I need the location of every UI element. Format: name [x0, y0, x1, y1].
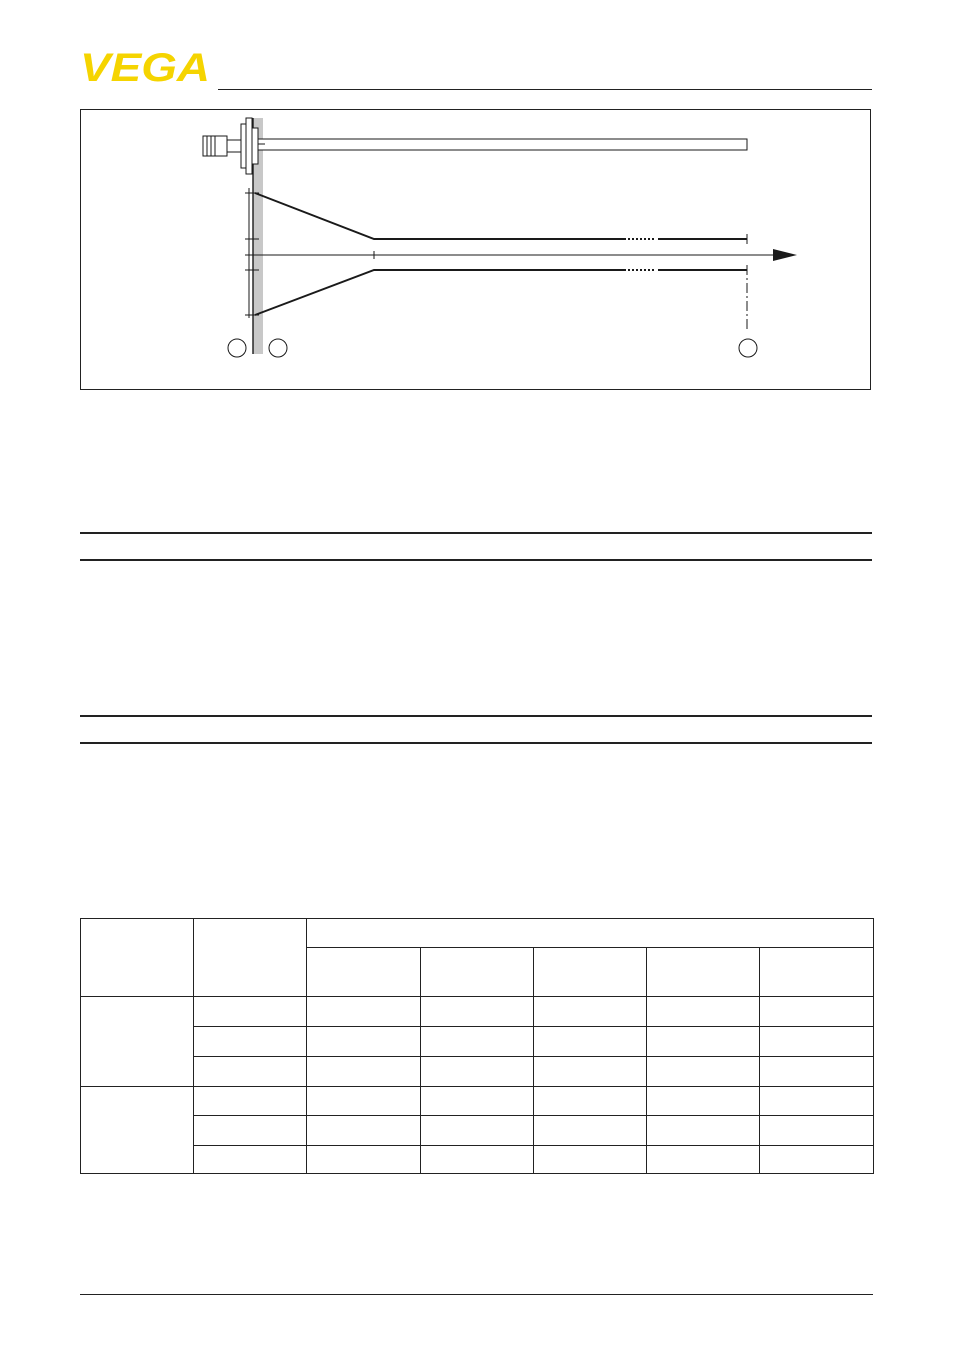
- subheader-cell: [421, 948, 534, 997]
- table-cell: [194, 1057, 307, 1087]
- header-cell: [81, 919, 194, 997]
- table-cell: [421, 1027, 534, 1057]
- table-cell: [647, 1027, 760, 1057]
- table-cell: [307, 1027, 421, 1057]
- table-cell: [760, 1116, 874, 1146]
- table-row: [81, 1146, 874, 1174]
- table-cell: [534, 997, 647, 1027]
- upper-accuracy-curve: [255, 193, 626, 239]
- header-rule: [218, 89, 872, 90]
- table-row: [81, 997, 874, 1027]
- table-cell: [307, 1146, 421, 1174]
- table-cell: [194, 1116, 307, 1146]
- header-cell: [307, 919, 874, 948]
- table-cell: [421, 997, 534, 1027]
- table-cell: [421, 1057, 534, 1087]
- table-cell: [421, 1087, 534, 1116]
- specification-table: [80, 918, 874, 1174]
- subheader-cell: [760, 948, 874, 997]
- table-cell: [647, 1146, 760, 1174]
- table-cell: [421, 1146, 534, 1174]
- table-cell: [534, 1027, 647, 1057]
- table-cell: [647, 1116, 760, 1146]
- table-cell: [307, 1057, 421, 1087]
- table-cell: [760, 1027, 874, 1057]
- figure-frame: [80, 109, 871, 390]
- section-heading-rules: [80, 532, 872, 561]
- subheader-cell: [307, 948, 421, 997]
- table-cell: [194, 1027, 307, 1057]
- probe-rod: [258, 139, 747, 150]
- callout-3: [739, 339, 757, 357]
- group-label-cell: [81, 1087, 194, 1174]
- footer-rule: [80, 1294, 873, 1295]
- table-row: [81, 1027, 874, 1057]
- table-row: [81, 1087, 874, 1116]
- table-cell: [307, 1087, 421, 1116]
- subsection-heading-rules: [80, 715, 872, 744]
- lower-accuracy-curve: [255, 270, 626, 315]
- callout-1: [228, 339, 246, 357]
- table-cell: [534, 1116, 647, 1146]
- vega-logo: [80, 48, 212, 86]
- table-cell: [534, 1146, 647, 1174]
- measuring-range-diagram: [81, 110, 872, 391]
- group-label-cell: [81, 997, 194, 1087]
- table-cell: [194, 1087, 307, 1116]
- table-row: [81, 1116, 874, 1146]
- table-cell: [760, 1057, 874, 1087]
- table-cell: [760, 1087, 874, 1116]
- callout-2: [269, 339, 287, 357]
- subheader-cell: [534, 948, 647, 997]
- table-cell: [647, 997, 760, 1027]
- table-cell: [647, 1087, 760, 1116]
- subheader-cell: [647, 948, 760, 997]
- header-cell: [194, 919, 307, 997]
- table-cell: [421, 1116, 534, 1146]
- sensor-icon: [203, 118, 258, 174]
- table-cell: [647, 1057, 760, 1087]
- table-cell: [194, 997, 307, 1027]
- table-cell: [307, 997, 421, 1027]
- table-cell: [307, 1116, 421, 1146]
- svg-text:VEGA: VEGA: [80, 48, 210, 86]
- arrow-head-icon: [773, 249, 797, 261]
- table-cell: [194, 1146, 307, 1174]
- table-row: [81, 1057, 874, 1087]
- table-cell: [534, 1057, 647, 1087]
- table-cell: [534, 1087, 647, 1116]
- table-cell: [760, 997, 874, 1027]
- table-cell: [760, 1146, 874, 1174]
